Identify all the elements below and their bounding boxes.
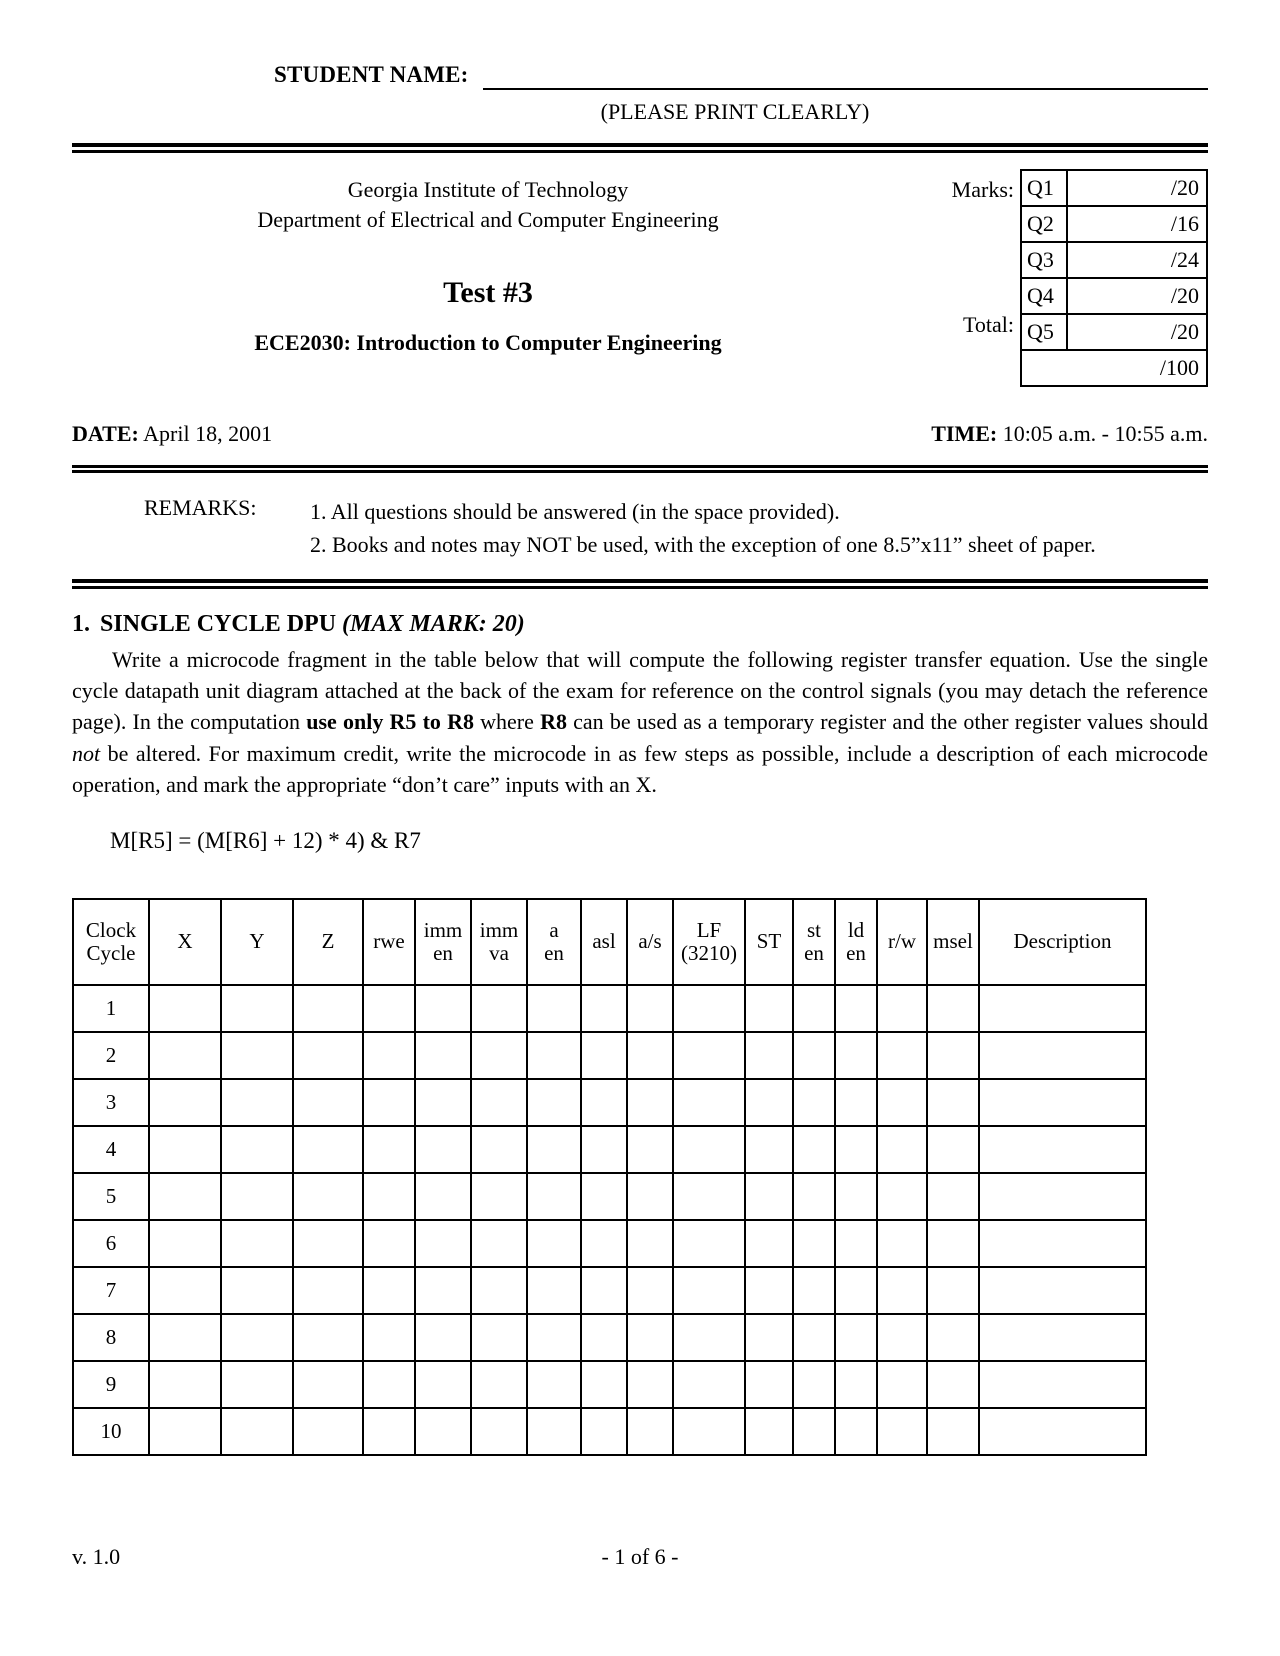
marks-row-q4 (1021, 278, 1207, 314)
cell-description[interactable] (979, 1220, 1146, 1267)
col-header-asl-line1: asl (592, 929, 616, 954)
cell-x[interactable] (149, 1361, 221, 1408)
col-header-asl (581, 899, 627, 985)
cell-ld-en[interactable] (835, 1314, 877, 1361)
question1-bold-registers: use only R5 to R8 (306, 709, 474, 735)
cell-ld-en[interactable] (835, 1361, 877, 1408)
cell-a-en[interactable] (527, 1173, 581, 1220)
cycle-number: 1 (73, 985, 149, 1032)
table-row (73, 985, 1146, 1032)
cell-x[interactable] (149, 1032, 221, 1079)
cell-imm-va[interactable] (471, 1126, 527, 1173)
col-header-rwe-line1: rwe (373, 929, 405, 954)
col-header-a-s-line1: a/s (638, 929, 662, 954)
time-label: TIME: (931, 421, 998, 446)
cell-a-en[interactable] (527, 1032, 581, 1079)
microcode-table (72, 898, 1147, 1456)
cell-z[interactable] (293, 1079, 363, 1126)
col-header-a-en-line2: en (544, 941, 564, 966)
student-name-row (72, 0, 1208, 90)
col-header-st-en-line2: en (804, 941, 824, 966)
marks-question-q1: Q1 (1021, 170, 1067, 206)
cycle-number: 7 (73, 1267, 149, 1314)
cycle-number: 6 (73, 1220, 149, 1267)
cell-ld-en[interactable] (835, 985, 877, 1032)
cell-rwe[interactable] (363, 985, 415, 1032)
cell-y[interactable] (221, 1408, 293, 1455)
cell-description[interactable] (979, 1267, 1146, 1314)
marks-question-q3: Q3 (1021, 242, 1067, 278)
marks-row-q3 (1021, 242, 1207, 278)
cell-st[interactable] (745, 1173, 793, 1220)
cell-description[interactable] (979, 1314, 1146, 1361)
cell-rwe[interactable] (363, 1079, 415, 1126)
question1-heading: SINGLE CYCLE DPU (100, 611, 337, 637)
cell-r-w[interactable] (877, 1173, 927, 1220)
marks-question-q4: Q4 (1021, 278, 1067, 314)
time-value: 10:05 a.m. - 10:55 a.m. (1002, 421, 1208, 446)
marks-row-q1 (1021, 170, 1207, 206)
cell-st[interactable] (745, 1079, 793, 1126)
cell-msel[interactable] (927, 1267, 979, 1314)
cell-r-w[interactable] (877, 1220, 927, 1267)
marks-table (1020, 169, 1208, 387)
col-header-st (745, 899, 793, 985)
table-row (73, 1032, 1146, 1079)
cell-st-en[interactable] (793, 1408, 835, 1455)
cell-st[interactable] (745, 1408, 793, 1455)
cell-msel[interactable] (927, 1126, 979, 1173)
cell-imm-va[interactable] (471, 1173, 527, 1220)
cycle-number: 3 (73, 1079, 149, 1126)
cell-st-en[interactable] (793, 1032, 835, 1079)
col-header-st-line1: ST (756, 929, 782, 954)
cell-a-s[interactable] (627, 1361, 673, 1408)
marks-value-q1[interactable]: /20 (1067, 170, 1207, 206)
cell-lf[interactable] (673, 1408, 745, 1455)
cell-lf[interactable] (673, 1173, 745, 1220)
cell-rwe[interactable] (363, 1173, 415, 1220)
cell-imm-en[interactable] (415, 1173, 471, 1220)
microcode-header-row (73, 899, 1146, 985)
cell-r-w[interactable] (877, 1032, 927, 1079)
cell-lf[interactable] (673, 1220, 745, 1267)
cell-r-w[interactable] (877, 1314, 927, 1361)
cell-rwe[interactable] (363, 1361, 415, 1408)
col-header-lf-line1: LF (696, 917, 722, 942)
col-header-ld-en (835, 899, 877, 985)
marks-value-q5[interactable]: /20 (1067, 314, 1207, 350)
cell-a-en[interactable] (527, 1361, 581, 1408)
student-name-blank-line[interactable] (483, 62, 1208, 90)
cell-a-en[interactable] (527, 1267, 581, 1314)
cell-msel[interactable] (927, 985, 979, 1032)
question1-body-part1: Write a microcode fragment in the table below that will compute the following register transfer equation. Use the single cycle datapath unit diagram attached at the back of the exam for reference on the control signals (you may detach the reference page). In the computation (72, 647, 1208, 735)
cell-rwe[interactable] (363, 1126, 415, 1173)
question1-body (72, 644, 1208, 800)
cell-imm-va[interactable] (471, 1032, 527, 1079)
cell-ld-en[interactable] (835, 1220, 877, 1267)
cell-st[interactable] (745, 1267, 793, 1314)
cell-z[interactable] (293, 1126, 363, 1173)
col-header-z (293, 899, 363, 985)
cell-lf[interactable] (673, 1032, 745, 1079)
microcode-table-body (73, 985, 1146, 1455)
question1-italic-not: not (72, 740, 101, 766)
cell-asl[interactable] (581, 1267, 627, 1314)
col-header-clock-cycle-line2: Cycle (86, 941, 136, 966)
date-label: DATE: (72, 421, 139, 446)
cell-r-w[interactable] (877, 1126, 927, 1173)
marks-question-q5: Q5 (1021, 314, 1067, 350)
cell-lf[interactable] (673, 1267, 745, 1314)
cell-r-w[interactable] (877, 985, 927, 1032)
cell-a-s[interactable] (627, 1314, 673, 1361)
cell-y[interactable] (221, 1267, 293, 1314)
col-header-st-en (793, 899, 835, 985)
question1-number: 1. (72, 611, 90, 637)
cell-imm-va[interactable] (471, 1079, 527, 1126)
cell-asl[interactable] (581, 1032, 627, 1079)
cell-description[interactable] (979, 1126, 1146, 1173)
cell-msel[interactable] (927, 1408, 979, 1455)
cell-z[interactable] (293, 985, 363, 1032)
cell-a-s[interactable] (627, 1173, 673, 1220)
register-transfer-equation: M[R5] = (M[R6] + 12) * 4) & R7 (110, 828, 421, 854)
cell-imm-en[interactable] (415, 1032, 471, 1079)
exam-datetime-row (72, 421, 1208, 447)
remarks-list (294, 495, 1096, 561)
col-header-rwe (363, 899, 415, 985)
cell-a-s[interactable] (627, 1032, 673, 1079)
col-header-y-line1: Y (249, 929, 265, 954)
cell-lf[interactable] (673, 1126, 745, 1173)
cell-rwe[interactable] (363, 1267, 415, 1314)
cell-imm-va[interactable] (471, 1314, 527, 1361)
date-value: April 18, 2001 (143, 421, 273, 446)
cell-z[interactable] (293, 1173, 363, 1220)
cell-x[interactable] (149, 1408, 221, 1455)
remarks-item-1: 1. All questions should be answered (in the space provided). (310, 499, 840, 524)
cell-description[interactable] (979, 985, 1146, 1032)
cell-r-w[interactable] (877, 1408, 927, 1455)
marks-section (924, 163, 1208, 409)
cycle-number: 2 (73, 1032, 149, 1079)
student-name-label: STUDENT NAME: (274, 62, 469, 87)
cell-a-s[interactable] (627, 1220, 673, 1267)
col-header-lf-line2: (3210) (681, 941, 737, 966)
exam-date (72, 421, 272, 447)
cell-asl[interactable] (581, 1220, 627, 1267)
cell-y[interactable] (221, 1314, 293, 1361)
question1-body-part3: can be used as a temporary register and the other register values should (566, 709, 1208, 735)
cell-x[interactable] (149, 985, 221, 1032)
col-header-ld-en-line1: ld (847, 917, 865, 942)
cell-imm-va[interactable] (471, 985, 527, 1032)
page-footer (72, 1544, 1208, 1570)
cell-msel[interactable] (927, 1032, 979, 1079)
remarks-divider (72, 579, 1208, 589)
cell-st-en[interactable] (793, 1126, 835, 1173)
col-header-a-en (527, 899, 581, 985)
marks-row-total (1021, 350, 1207, 386)
cell-z[interactable] (293, 1267, 363, 1314)
table-row (73, 1267, 1146, 1314)
cell-a-en[interactable] (527, 985, 581, 1032)
cell-imm-en[interactable] (415, 1220, 471, 1267)
table-row (73, 1314, 1146, 1361)
cell-a-en[interactable] (527, 1126, 581, 1173)
col-header-lf (673, 899, 745, 985)
cell-st[interactable] (745, 985, 793, 1032)
course-name: ECE2030: Introduction to Computer Engineering (254, 330, 722, 356)
cell-lf[interactable] (673, 1079, 745, 1126)
cell-msel[interactable] (927, 1314, 979, 1361)
institution-name: Georgia Institute of Technology (347, 177, 629, 202)
cell-r-w[interactable] (877, 1079, 927, 1126)
col-header-a-s (627, 899, 673, 985)
cell-asl[interactable] (581, 1173, 627, 1220)
cell-z[interactable] (293, 1032, 363, 1079)
cell-a-s[interactable] (627, 985, 673, 1032)
table-row (73, 1173, 1146, 1220)
cell-ld-en[interactable] (835, 1079, 877, 1126)
col-header-r-w-line1: r/w (888, 929, 916, 954)
cell-x[interactable] (149, 1267, 221, 1314)
marks-row-q2 (1021, 206, 1207, 242)
marks-side-labels (924, 169, 1020, 409)
col-header-z-line1: Z (321, 929, 335, 954)
marks-value-q3[interactable]: /24 (1067, 242, 1207, 278)
cell-ld-en[interactable] (835, 1173, 877, 1220)
footer-spacer (833, 1544, 1208, 1570)
page-number: - 1 of 6 - (601, 1544, 679, 1569)
cell-imm-en[interactable] (415, 1079, 471, 1126)
cell-a-en[interactable] (527, 1408, 581, 1455)
cell-st[interactable] (745, 1361, 793, 1408)
col-header-x-line1: X (177, 929, 193, 954)
cell-msel[interactable] (927, 1173, 979, 1220)
cell-ld-en[interactable] (835, 1126, 877, 1173)
datetime-divider (72, 465, 1208, 473)
cell-description[interactable] (979, 1408, 1146, 1455)
col-header-x (149, 899, 221, 985)
cell-asl[interactable] (581, 1079, 627, 1126)
col-header-y (221, 899, 293, 985)
cell-imm-en[interactable] (415, 985, 471, 1032)
question1-bold-r8: R8 (540, 709, 567, 735)
marks-label: Marks: (951, 177, 1014, 202)
remarks-label: REMARKS: (144, 495, 257, 520)
col-header-imm-en (415, 899, 471, 985)
cell-msel[interactable] (927, 1361, 979, 1408)
cell-ld-en[interactable] (835, 1267, 877, 1314)
cell-msel[interactable] (927, 1079, 979, 1126)
cell-st-en[interactable] (793, 1361, 835, 1408)
cell-x[interactable] (149, 1079, 221, 1126)
cell-st-en[interactable] (793, 1267, 835, 1314)
cell-st-en[interactable] (793, 1220, 835, 1267)
cell-rwe[interactable] (363, 1314, 415, 1361)
cell-a-s[interactable] (627, 1408, 673, 1455)
col-header-a-en-line1: a (549, 917, 559, 942)
cell-st[interactable] (745, 1220, 793, 1267)
col-header-msel (927, 899, 979, 985)
cell-r-w[interactable] (877, 1361, 927, 1408)
cell-imm-va[interactable] (471, 1361, 527, 1408)
cell-a-s[interactable] (627, 1267, 673, 1314)
cell-y[interactable] (221, 985, 293, 1032)
cell-y[interactable] (221, 1173, 293, 1220)
cell-st-en[interactable] (793, 985, 835, 1032)
cell-st-en[interactable] (793, 1314, 835, 1361)
cell-lf[interactable] (673, 1361, 745, 1408)
col-header-imm-va-line1: imm (479, 917, 519, 942)
marks-value-total[interactable]: /100 (1021, 350, 1207, 386)
cell-z[interactable] (293, 1408, 363, 1455)
cell-x[interactable] (149, 1173, 221, 1220)
cell-x[interactable] (149, 1314, 221, 1361)
col-header-st-en-line1: st (806, 917, 821, 942)
marks-value-q4[interactable]: /20 (1067, 278, 1207, 314)
cell-r-w[interactable] (877, 1267, 927, 1314)
cell-lf[interactable] (673, 1314, 745, 1361)
cycle-number: 8 (73, 1314, 149, 1361)
cell-description[interactable] (979, 1079, 1146, 1126)
cell-imm-va[interactable] (471, 1408, 527, 1455)
department-name: Department of Electrical and Computer Engineering (257, 206, 719, 232)
col-header-clock-cycle-line1: Clock (85, 917, 137, 942)
cell-msel[interactable] (927, 1220, 979, 1267)
table-row (73, 1079, 1146, 1126)
remarks-item-2: 2. Books and notes may NOT be used, with the exception of one 8.5”x11” sheet of paper. (310, 532, 1096, 557)
top-divider (72, 143, 1208, 153)
cell-y[interactable] (221, 1220, 293, 1267)
cell-st-en[interactable] (793, 1173, 835, 1220)
cell-a-s[interactable] (627, 1126, 673, 1173)
cell-imm-va[interactable] (471, 1220, 527, 1267)
cell-st[interactable] (745, 1032, 793, 1079)
test-title: Test #3 (443, 276, 533, 310)
cell-ld-en[interactable] (835, 1032, 877, 1079)
cell-imm-en[interactable] (415, 1408, 471, 1455)
cell-a-en[interactable] (527, 1220, 581, 1267)
cell-rwe[interactable] (363, 1408, 415, 1455)
cell-ld-en[interactable] (835, 1408, 877, 1455)
cell-description[interactable] (979, 1361, 1146, 1408)
please-print-hint: (PLEASE PRINT CLEARLY) (600, 99, 870, 124)
col-header-imm-en-line1: imm (423, 917, 463, 942)
table-row (73, 1408, 1146, 1455)
cell-a-en[interactable] (527, 1079, 581, 1126)
cell-description[interactable] (979, 1173, 1146, 1220)
cell-description[interactable] (979, 1032, 1146, 1079)
col-header-r-w (877, 899, 927, 985)
col-header-description-line1: Description (1013, 929, 1112, 954)
marks-question-q2: Q2 (1021, 206, 1067, 242)
question1-max-mark: (MAX MARK: 20) (342, 611, 525, 637)
cell-a-s[interactable] (627, 1079, 673, 1126)
marks-row-q5 (1021, 314, 1207, 350)
cycle-number: 5 (73, 1173, 149, 1220)
cell-asl[interactable] (581, 1408, 627, 1455)
cell-z[interactable] (293, 1314, 363, 1361)
col-header-imm-en-line2: en (433, 941, 453, 966)
cell-z[interactable] (293, 1220, 363, 1267)
cell-y[interactable] (221, 1032, 293, 1079)
cell-asl[interactable] (581, 1314, 627, 1361)
cycle-number: 9 (73, 1361, 149, 1408)
cell-st-en[interactable] (793, 1079, 835, 1126)
cell-x[interactable] (149, 1126, 221, 1173)
question1-body-part4: be altered. For maximum credit, write the microcode in as few steps as possible, include a description of each microcode operation, and mark the appropriate “don’t care” inputs with an X. (72, 740, 1208, 797)
cell-asl[interactable] (581, 985, 627, 1032)
cycle-number: 10 (73, 1408, 149, 1455)
table-row (73, 1361, 1146, 1408)
cell-y[interactable] (221, 1079, 293, 1126)
cell-rwe[interactable] (363, 1032, 415, 1079)
cell-y[interactable] (221, 1126, 293, 1173)
exam-header-block (72, 163, 1208, 409)
cell-imm-en[interactable] (415, 1314, 471, 1361)
cell-imm-va[interactable] (471, 1267, 527, 1314)
question1-body-part2: where (473, 709, 541, 735)
table-row (73, 1220, 1146, 1267)
cell-a-en[interactable] (527, 1314, 581, 1361)
cycle-number: 4 (73, 1126, 149, 1173)
exam-time (931, 421, 1208, 447)
col-header-ld-en-line2: en (846, 941, 866, 966)
cell-y[interactable] (221, 1361, 293, 1408)
total-label: Total: (962, 312, 1014, 337)
cell-st[interactable] (745, 1314, 793, 1361)
cell-st[interactable] (745, 1126, 793, 1173)
col-header-msel-line1: msel (933, 929, 973, 954)
remarks-section (72, 495, 1208, 561)
exam-titles (72, 163, 924, 356)
col-header-description (979, 899, 1146, 985)
table-row (73, 1126, 1146, 1173)
cell-imm-en[interactable] (415, 1126, 471, 1173)
cell-imm-en[interactable] (415, 1267, 471, 1314)
cell-asl[interactable] (581, 1361, 627, 1408)
cell-imm-en[interactable] (415, 1361, 471, 1408)
cell-z[interactable] (293, 1361, 363, 1408)
marks-value-q2[interactable]: /16 (1067, 206, 1207, 242)
col-header-imm-va-line2: va (489, 941, 509, 966)
cell-x[interactable] (149, 1220, 221, 1267)
document-version: v. 1.0 (72, 1544, 121, 1569)
col-header-clock-cycle (73, 899, 149, 985)
cell-lf[interactable] (673, 985, 745, 1032)
question1-title (72, 611, 1208, 638)
col-header-imm-va (471, 899, 527, 985)
cell-rwe[interactable] (363, 1220, 415, 1267)
cell-asl[interactable] (581, 1126, 627, 1173)
